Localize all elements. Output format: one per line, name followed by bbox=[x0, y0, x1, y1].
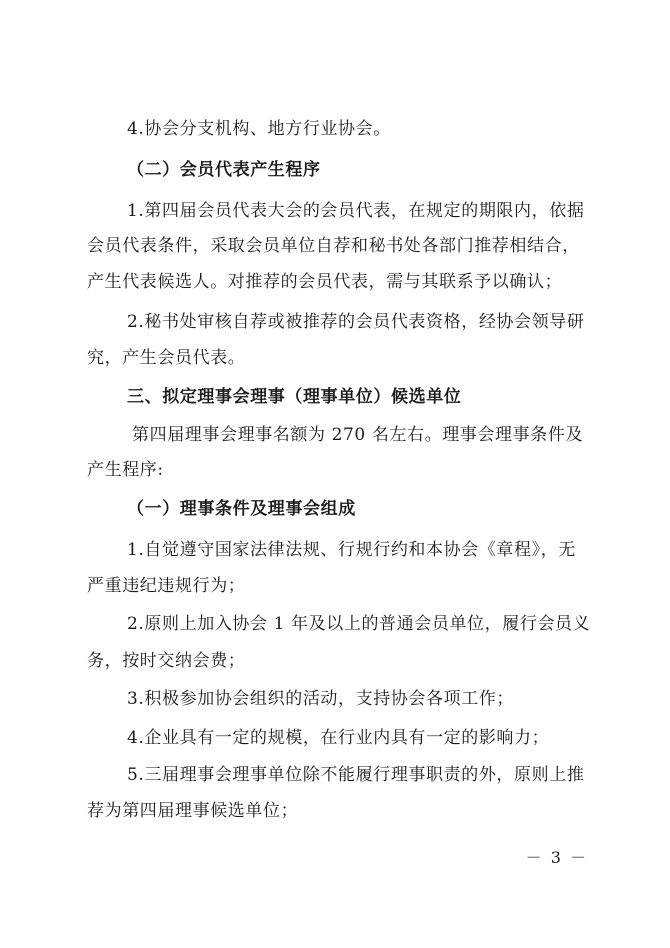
paragraph-line: 5.三届理事会理事单位除不能履行理事职责的外，原则上推 bbox=[127, 765, 585, 785]
section-heading-council-conditions: （一）理事条件及理事会组成 bbox=[127, 499, 356, 519]
list-item-branch-institutions: 4.协会分支机构、地方行业协会。 bbox=[127, 119, 391, 139]
page-number: － 3 － bbox=[525, 848, 588, 867]
paragraph-line: 务，按时交纳会费； bbox=[87, 651, 246, 671]
section-heading-member-representatives: （二）会员代表产生程序 bbox=[127, 160, 321, 180]
paragraph-line: 严重违纪违规行为； bbox=[87, 576, 246, 596]
paragraph-line: 第四届理事会理事名额为 270 名左右。理事会理事条件及 bbox=[132, 425, 584, 445]
paragraph-line: 1.第四届会员代表大会的会员代表，在规定的期限内，依据 bbox=[127, 201, 585, 221]
section-heading-council-candidates: 三、拟定理事会理事（理事单位）候选单位 bbox=[127, 387, 462, 407]
paragraph-line: 1.自觉遵守国家法律法规、行规行约和本协会《章程》，无 bbox=[127, 540, 576, 560]
paragraph-line: 会员代表条件，采取会员单位自荐和秘书处各部门推荐相结合， bbox=[87, 236, 580, 256]
paragraph-line: 3.积极参加协会组织的活动，支持协会各项工作； bbox=[127, 689, 515, 709]
paragraph-line: 2.原则上加入协会 1 年及以上的普通会员单位，履行会员义 bbox=[127, 614, 591, 634]
paragraph-line: 2.秘书处审核自荐或被推荐的会员代表资格，经协会领导研 bbox=[127, 312, 585, 332]
paragraph-line: 究，产生会员代表。 bbox=[87, 348, 246, 368]
paragraph-line: 产生代表候选人。对推荐的会员代表，需与其联系予以确认； bbox=[87, 272, 563, 292]
paragraph-line: 荐为第四届理事候选单位； bbox=[87, 801, 299, 821]
paragraph-line: 产生程序: bbox=[87, 460, 164, 480]
paragraph-line: 4.企业具有一定的规模，在行业内具有一定的影响力； bbox=[127, 728, 550, 748]
